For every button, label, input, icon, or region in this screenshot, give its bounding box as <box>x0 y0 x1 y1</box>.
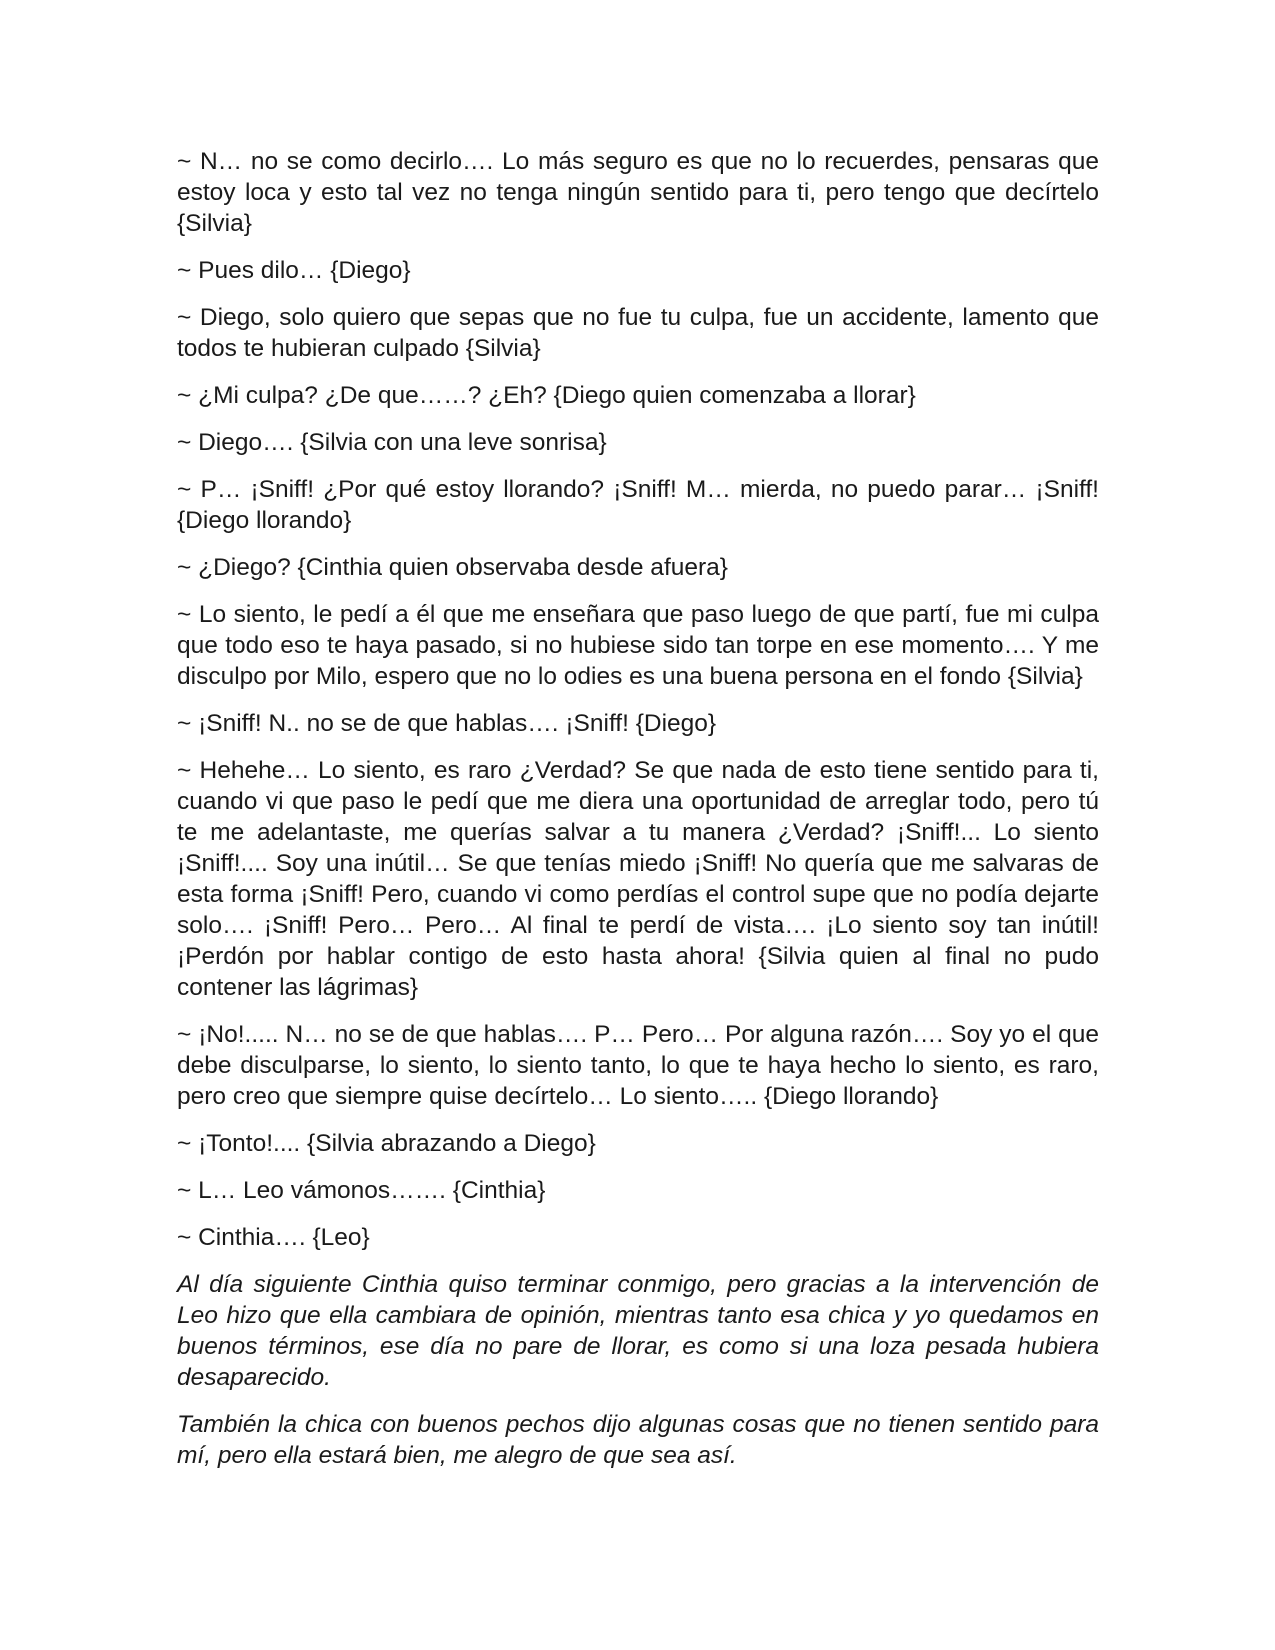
narration-paragraph: También la chica con buenos pechos dijo algunas cosas que no tienen sentido para mí, pero ella estará bien, me alegro de que sea así. <box>177 1411 1099 1469</box>
dialogue-paragraph: ~ ¿Mi culpa? ¿De que……? ¿Eh? {Diego quien comenzaba a llorar} <box>177 382 916 409</box>
dialogue-paragraph: ~ ¡Sniff! N.. no se de que hablas…. ¡Sniff! {Diego} <box>177 710 717 737</box>
dialogue-paragraph: ~ Lo siento, le pedí a él que me enseñara que paso luego de que partí, fue mi culpa que todo eso te haya pasado, si no hubiese sido tan torpe en ese momento…. Y me disculpo por Milo, espero que no lo odies es una buena persona en el fondo {Silvia} <box>177 601 1099 690</box>
dialogue-paragraph: ~ Cinthia…. {Leo} <box>177 1224 370 1251</box>
dialogue-paragraph: ~ N… no se como decirlo…. Lo más seguro es que no lo recuerdes, pensaras que estoy loca y esto tal vez no tenga ningún sentido para ti, pero tengo que decírtelo {Silvia} <box>177 148 1099 237</box>
narration-paragraph: Al día siguiente Cinthia quiso terminar conmigo, pero gracias a la intervención de Leo hizo que ella cambiara de opinión, mientras tanto esa chica y yo quedamos en buenos términos, ese día no pare de llorar, es como si una loza pesada hubiera desaparecido. <box>177 1271 1099 1391</box>
dialogue-paragraph: ~ L… Leo vámonos……. {Cinthia} <box>177 1177 546 1204</box>
dialogue-paragraph: ~ ¿Diego? {Cinthia quien observaba desde afuera} <box>177 554 728 581</box>
dialogue-paragraph: ~ Pues dilo… {Diego} <box>177 257 411 284</box>
dialogue-paragraph: ~ Hehehe… Lo siento, es raro ¿Verdad? Se que nada de esto tiene sentido para ti, cuando vi que paso le pedí que me diera una oportunidad de arreglar todo, pero tú te me adelantaste, me querías salvar a tu manera ¿Verdad? ¡Sniff!... Lo siento ¡Sniff!.... Soy una inútil… Se que tenías miedo ¡Sniff! No quería que me salvaras de esta forma ¡Sniff! Pero, cuando vi como perdías el control supe que no podía dejarte solo…. ¡Sniff! Pero… Pero… Al final te perdí de vista…. ¡Lo siento soy tan inútil! ¡Perdón por hablar contigo de esto hasta ahora! {Silvia quien al final no pudo contener las lágrimas} <box>177 757 1099 1001</box>
dialogue-paragraph: ~ ¡No!..... N… no se de que hablas…. P… Pero… Por alguna razón…. Soy yo el que debe disculparse, lo siento, lo siento tanto, lo que te haya hecho lo siento, es raro, pero creo que siempre quise decírtelo… Lo siento….. {Diego llorando} <box>177 1021 1099 1110</box>
document-page <box>177 146 1099 1487</box>
dialogue-paragraph: ~ P… ¡Sniff! ¿Por qué estoy llorando? ¡Sniff! M… mierda, no puedo parar… ¡Sniff! {Diego llorando} <box>177 476 1099 534</box>
dialogue-paragraph: ~ ¡Tonto!.... {Silvia abrazando a Diego} <box>177 1130 596 1157</box>
dialogue-paragraph: ~ Diego, solo quiero que sepas que no fue tu culpa, fue un accidente, lamento que todos te hubieran culpado {Silvia} <box>177 304 1099 362</box>
dialogue-paragraph: ~ Diego…. {Silvia con una leve sonrisa} <box>177 429 607 456</box>
